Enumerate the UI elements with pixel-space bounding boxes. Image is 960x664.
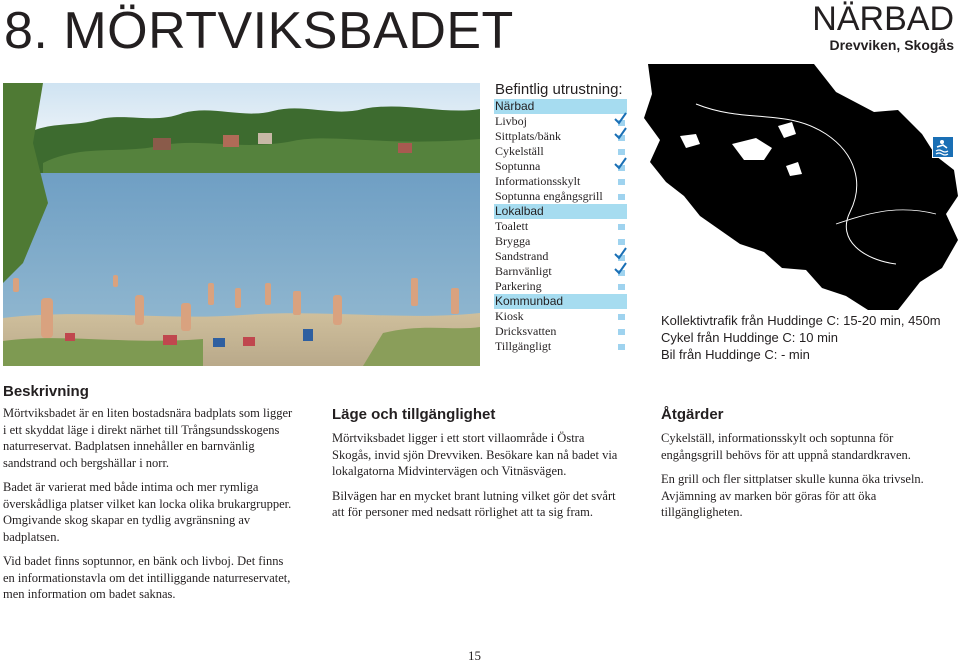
travel-bike: Cykel från Huddinge C: 10 min — [661, 330, 839, 345]
beach-photo — [3, 83, 480, 366]
equipment-title: Befintlig utrustning: — [495, 81, 623, 98]
access-heading: Läge och tillgänglighet — [332, 406, 496, 423]
equipment-item — [494, 204, 627, 219]
unchecked-box-icon — [618, 194, 625, 200]
equipment-item — [494, 144, 627, 159]
equipment-item-label: Livboj — [495, 114, 527, 128]
equipment-item — [494, 249, 627, 264]
equipment-item — [494, 264, 627, 279]
equipment-item-label: Lokalbad — [495, 204, 544, 218]
unchecked-box-icon — [618, 344, 625, 350]
actions-paragraph: Cykelställ, informationsskylt och soptunna för engångsgrill behövs för att uppnå standardkraven. — [661, 431, 911, 462]
equipment-item-label: Cykelställ — [495, 144, 544, 158]
equipment-item — [494, 324, 627, 339]
equipment-item — [494, 279, 627, 294]
description-paragraph: Badet är varierat med både intima och mer rymliga överskådliga platser vilket kan locka olika brukargrupper. Omgivande skog skapar en tydlig avgränsning av badplatsen. — [3, 480, 292, 544]
actions-paragraph: En grill och fler sittplatser skulle kunna öka trivseln. Avjämning av marken bör göras för att öka tillgängligheten. — [661, 472, 924, 519]
equipment-item — [494, 159, 627, 174]
actions-heading: Åtgärder — [661, 406, 724, 423]
equipment-item-label: Soptunna — [495, 159, 541, 173]
description-section — [3, 383, 293, 611]
unchecked-box-icon — [618, 284, 625, 290]
equipment-item — [494, 309, 627, 324]
beach-location: Drevviken, Skogås — [829, 37, 954, 53]
access-section — [332, 406, 622, 529]
checkmark-icon — [613, 127, 627, 141]
unchecked-box-icon — [618, 179, 625, 185]
travel-transit: Kollektivtrafik från Huddinge C: 15-20 min, 450m — [661, 313, 941, 328]
equipment-item-label: Informationsskylt — [495, 174, 581, 188]
checkmark-icon — [613, 247, 627, 261]
equipment-item-label: Dricksvatten — [495, 324, 557, 338]
equipment-item — [494, 114, 627, 129]
unchecked-box-icon — [618, 149, 625, 155]
equipment-item — [494, 339, 627, 354]
equipment-item — [494, 234, 627, 249]
equipment-item — [494, 129, 627, 144]
checkmark-icon — [613, 112, 627, 126]
travel-car: Bil från Huddinge C: - min — [661, 347, 810, 362]
equipment-item-label: Parkering — [495, 279, 542, 293]
description-paragraph: Vid badet finns soptunnor, en bänk och livboj. Det finns en informationstavla om det intilliggande naturreservatet, men information om badet saknas. — [3, 554, 291, 601]
equipment-item — [494, 294, 627, 309]
equipment-item — [494, 189, 627, 204]
unchecked-box-icon — [618, 239, 625, 245]
equipment-item-label: Soptunna engångsgrill — [495, 189, 603, 203]
beach-category: NÄRBAD — [812, 0, 954, 38]
unchecked-box-icon — [618, 329, 625, 335]
travel-info — [661, 312, 941, 363]
equipment-item-label: Sittplats/bänk — [495, 129, 561, 143]
page-title: 8. MÖRTVIKSBADET — [4, 2, 514, 60]
description-paragraph: Mörtviksbadet är en liten bostadsnära badplats som ligger i ett skyddat läge i direkt närhet till Trångsundsskogens naturreservat. Badplatsen innehåller en barnvänlig sandstrand och bergshällar i norr. — [3, 406, 293, 470]
access-paragraph: Bilvägen har en mycket brant lutning vilket gör det svårt att för personer med nedsatt rörlighet att ta sig fram. — [332, 488, 616, 519]
equipment-item-label: Sandstrand — [495, 249, 549, 263]
area-map — [636, 64, 960, 324]
equipment-item-label: Toalett — [495, 219, 529, 233]
checkmark-icon — [613, 262, 627, 276]
equipment-list — [494, 99, 627, 354]
equipment-item-label: Närbad — [495, 99, 535, 113]
equipment-item-label: Tillgängligt — [495, 339, 552, 353]
map-land — [644, 64, 958, 310]
unchecked-box-icon — [618, 314, 625, 320]
equipment-item-label: Kommunbad — [495, 294, 564, 308]
equipment-item — [494, 219, 627, 234]
swimmer-icon — [932, 136, 954, 158]
page-number: 15 — [468, 648, 481, 663]
checkmark-icon — [613, 157, 627, 171]
access-paragraph: Mörtviksbadet ligger i ett stort villaområde i Östra Skogås, invid sjön Drevviken. Besökare kan nå badet via lokalgatorna Midvintervägen och Vitnäsvägen. — [332, 431, 618, 478]
unchecked-box-icon — [618, 224, 625, 230]
equipment-item-label: Brygga — [495, 234, 531, 248]
actions-section — [661, 406, 951, 529]
description-heading: Beskrivning — [3, 383, 89, 400]
equipment-item-label: Barnvänligt — [495, 264, 552, 278]
equipment-item — [494, 99, 627, 114]
equipment-item — [494, 174, 627, 189]
equipment-item-label: Kiosk — [495, 309, 524, 323]
